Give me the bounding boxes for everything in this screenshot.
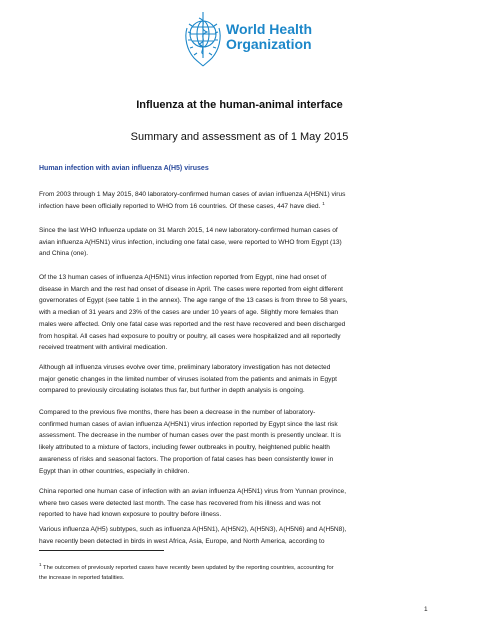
paragraph-line: Of the 13 human cases of influenza A(H5N1) virus infection reported from Egypt, nine had onset of: [39, 274, 327, 281]
org-name-line1: World Health: [226, 21, 313, 37]
paragraph-line: governorates of Egypt (see table 1 in the annex). The age range of the 13 cases is from three to 58 years,: [39, 297, 348, 305]
paragraph-line: Since the last WHO Influenza update on 31 March 2015, 14 new laboratory-confirmed human cases of: [39, 227, 338, 234]
page-number: 1: [424, 606, 428, 613]
paragraph-line: where two cases were detected last month. The case has recovered from his illness and was not: [39, 499, 321, 507]
paragraph-line: from hospital. All cases had exposure to poultry or poultry, all cases were hospitalized and all reportedly: [39, 332, 341, 340]
paragraph-line: assessment. The decrease in the number of human cases over the past month is presently unclear. It is: [39, 432, 341, 440]
paragraph-line: compared to previously circulating isolates thus far, but further in depth analysis is ongoing.: [39, 387, 305, 395]
paragraph-2: [39, 225, 441, 260]
paragraph-line: males were affected. Only one fatal case was reported and the rest have recovered and been discharged: [39, 320, 346, 328]
paragraph-7: [39, 524, 441, 547]
paragraph-3: [39, 272, 441, 354]
paragraph-line: confirmed human cases of avian influenza A(H5N1) virus infection reported by Egypt since the last risk: [39, 420, 338, 428]
paragraph-line: From 2003 through 1 May 2015, 840 laboratory-confirmed human cases of avian influenza A(H5N1) virus: [39, 191, 346, 198]
footnote-line: the increase in reported fatalities.: [39, 575, 125, 581]
document-subtitle: Summary and assessment as of 1 May 2015: [130, 131, 349, 143]
paragraph-line: and China (one).: [39, 250, 89, 258]
footnote-ref: 1: [322, 200, 325, 206]
who-wordmark: [226, 22, 312, 52]
paragraph-line: Compared to the previous five months, there has been a decrease in the number of laboratory-: [39, 409, 316, 416]
paragraph-line: Egypt than in other countries, especially in children.: [39, 467, 190, 475]
section-heading: Human infection with avian influenza A(H5) viruses: [39, 165, 209, 172]
document-title: Influenza at the human-animal interface: [136, 99, 343, 111]
org-name-line2: Organization: [226, 36, 312, 52]
paragraph-line: Various influenza A(H5) subtypes, such as influenza A(H5N1), A(H5N2), A(H5N3), A(H5N6) and A(H5N8),: [39, 526, 347, 533]
paragraph-line: disease in March and the rest had onset of disease in April. The cases were reported from eight different: [39, 285, 343, 293]
paragraph-line: received treatment with antiviral medication.: [39, 344, 168, 352]
paragraph-line: awareness of risks and seasonal factors. The proportion of fatal cases has been consistently lower in: [39, 455, 334, 463]
paragraph-4: [39, 362, 441, 397]
who-emblem-icon: [184, 8, 222, 70]
footnote-line: $^1$ The outcomes of previously reported cases have recently been updated by the reporting countries, accounting for: [39, 562, 334, 571]
paragraph-line: likely attributed to a mixture of factors, including fewer outbreaks in poultry, heightened public health: [39, 444, 330, 452]
footnote-divider: [39, 550, 164, 551]
footnote: [39, 563, 449, 583]
paragraph-line: avian influenza A(H5N1) virus infection, including one fatal case, were reported to WHO from Egypt (13): [39, 238, 342, 246]
paragraph-line: with a median of 31 years and 23% of the cases are under 10 years of age. Slightly more females than: [39, 309, 339, 317]
paragraph-line: Although all influenza viruses evolve over time, preliminary laboratory investigation has not detected: [39, 364, 331, 371]
footnote-marker: 1: [39, 562, 42, 568]
paragraph-6: [39, 486, 441, 521]
paragraph-line: infection have been officially reported to WHO from 16 countries. Of these cases, 447 have died. $^1$: [39, 200, 325, 210]
who-logo: [184, 8, 314, 70]
paragraph-line: major genetic changes in the limited number of viruses isolated from the patients and animals in Egypt: [39, 375, 337, 383]
paragraph-5: [39, 407, 441, 477]
paragraph-line: reported to have had known exposure to poultry before illness.: [39, 511, 222, 519]
paragraph-1: [39, 189, 441, 212]
paragraph-line: China reported one human case of infection with an avian influenza A(H5N1) virus from Yunnan province,: [39, 488, 347, 495]
paragraph-line: have recently been detected in birds in west Africa, Asia, Europe, and North America, according to: [39, 537, 325, 545]
